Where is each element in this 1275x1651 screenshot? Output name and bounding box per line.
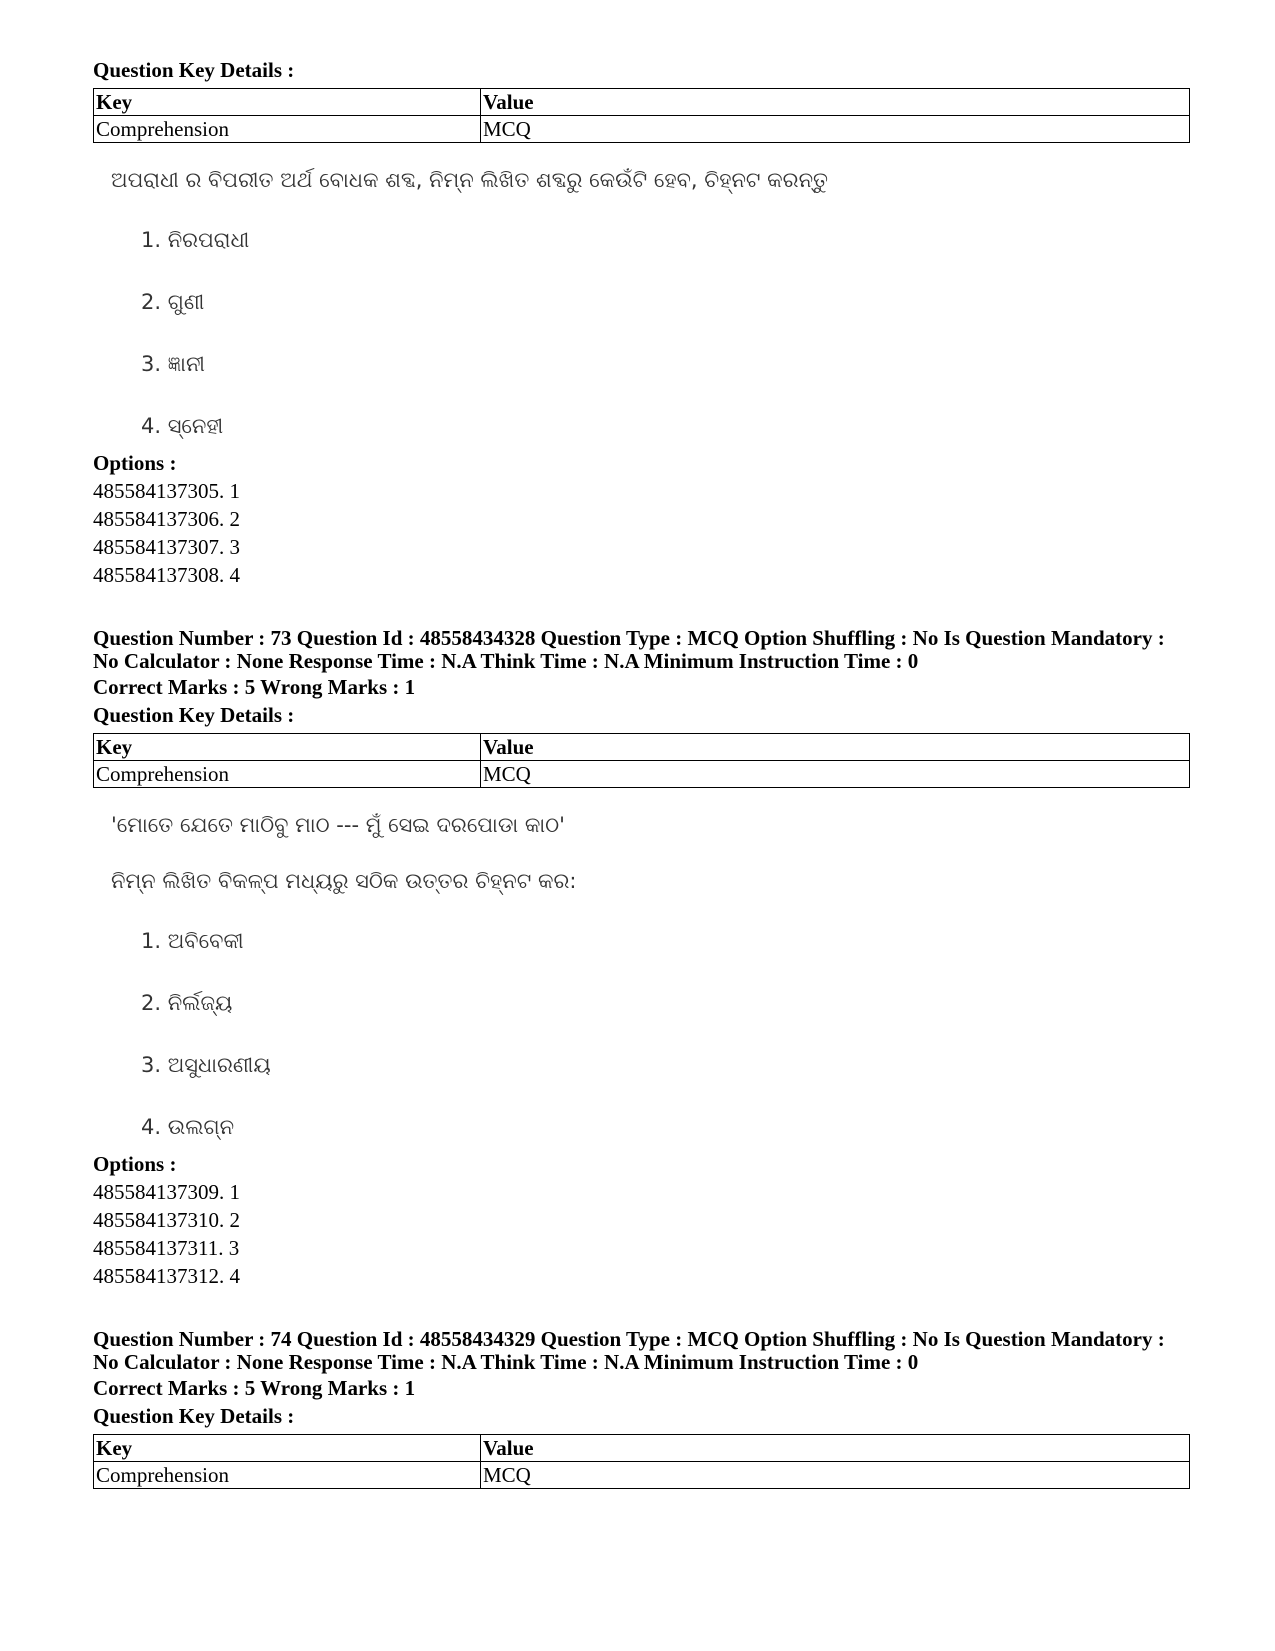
choice-2: 2. ଗୁଣୀ bbox=[141, 290, 205, 314]
option-item: 485584137312. 4 bbox=[93, 1264, 240, 1288]
value-header: Value bbox=[481, 1435, 1190, 1462]
table-row bbox=[94, 116, 1190, 143]
question-header-line1: Question Number : 73 Question Id : 48558434328 Question Type : MCQ Option Shuffling : No Is Question Mandatory : bbox=[93, 626, 1165, 650]
table-row bbox=[94, 1462, 1190, 1489]
choice-1: 1. ନିରପରାଧୀ bbox=[141, 228, 250, 252]
option-item: 485584137307. 3 bbox=[93, 535, 240, 559]
key-value-table bbox=[93, 733, 1190, 788]
options-label: Options : bbox=[93, 451, 177, 475]
choice-4: 4. ସ୍ନେହୀ bbox=[141, 414, 224, 438]
key-cell: Comprehension bbox=[94, 1462, 481, 1489]
option-item: 485584137310. 2 bbox=[93, 1208, 240, 1232]
table-row bbox=[94, 761, 1190, 788]
table-header-row bbox=[94, 734, 1190, 761]
option-item: 485584137308. 4 bbox=[93, 563, 240, 587]
value-header: Value bbox=[481, 89, 1190, 116]
option-item: 485584137306. 2 bbox=[93, 507, 240, 531]
value-cell: MCQ bbox=[481, 1462, 1190, 1489]
value-header: Value bbox=[481, 734, 1190, 761]
choice-2: 2. ନିର୍ଲଜ୍ୟ bbox=[141, 991, 233, 1015]
choice-3: 3. ଜ୍ଞାନୀ bbox=[141, 352, 206, 376]
question-text-line1: 'ମୋତେ ଯେତେ ମାଠିବୁ ମାଠ --- ମୁଁ ସେଇ ଦରପୋଡା କାଠ' bbox=[111, 813, 565, 837]
key-header: Key bbox=[94, 1435, 481, 1462]
key-header: Key bbox=[94, 734, 481, 761]
document-page bbox=[93, 56, 1190, 1489]
value-cell: MCQ bbox=[481, 116, 1190, 143]
key-details-label: Question Key Details : bbox=[93, 58, 295, 82]
key-details-label: Question Key Details : bbox=[93, 703, 295, 727]
choice-4: 4. ଉଲଗ୍ନ bbox=[141, 1115, 235, 1139]
choice-3: 3. ଅସୁଧାରଣୀୟ bbox=[141, 1053, 271, 1077]
question-header-line2: No Calculator : None Response Time : N.A Think Time : N.A Minimum Instruction Time : 0 bbox=[93, 1350, 919, 1374]
marks-line: Correct Marks : 5 Wrong Marks : 1 bbox=[93, 675, 416, 699]
question-header-line1: Question Number : 74 Question Id : 48558434329 Question Type : MCQ Option Shuffling : No Is Question Mandatory : bbox=[93, 1327, 1165, 1351]
choice-1: 1. ଅବିବେକୀ bbox=[141, 929, 244, 953]
key-details-label: Question Key Details : bbox=[93, 1404, 295, 1428]
marks-line: Correct Marks : 5 Wrong Marks : 1 bbox=[93, 1376, 416, 1400]
key-value-table bbox=[93, 88, 1190, 143]
key-cell: Comprehension bbox=[94, 761, 481, 788]
option-item: 485584137305. 1 bbox=[93, 479, 240, 503]
table-header-row bbox=[94, 89, 1190, 116]
question-text-line2: ନିମ୍ନ ଲିଖିତ ବିକଳ୍ପ ମଧ୍ୟରୁ ସଠିକ ଉତ୍ତର ଚିହ୍ନଟ କର: bbox=[111, 869, 577, 893]
value-cell: MCQ bbox=[481, 761, 1190, 788]
key-cell: Comprehension bbox=[94, 116, 481, 143]
question-header-line2: No Calculator : None Response Time : N.A Think Time : N.A Minimum Instruction Time : 0 bbox=[93, 649, 919, 673]
question-text: ଅପରାଧୀ ର ବିପରୀତ ଅର୍ଥ ବୋଧକ ଶବ୍ଦ, ନିମ୍ନ ଲିଖିତ ଶବ୍ଦରୁ କେଉଁଟି ହେବ, ଚିହ୍ନଟ କରନ୍ତୁ bbox=[111, 168, 829, 192]
option-item: 485584137311. 3 bbox=[93, 1236, 240, 1260]
options-label: Options : bbox=[93, 1152, 177, 1176]
key-header: Key bbox=[94, 89, 481, 116]
option-item: 485584137309. 1 bbox=[93, 1180, 240, 1204]
key-value-table bbox=[93, 1434, 1190, 1489]
table-header-row bbox=[94, 1435, 1190, 1462]
